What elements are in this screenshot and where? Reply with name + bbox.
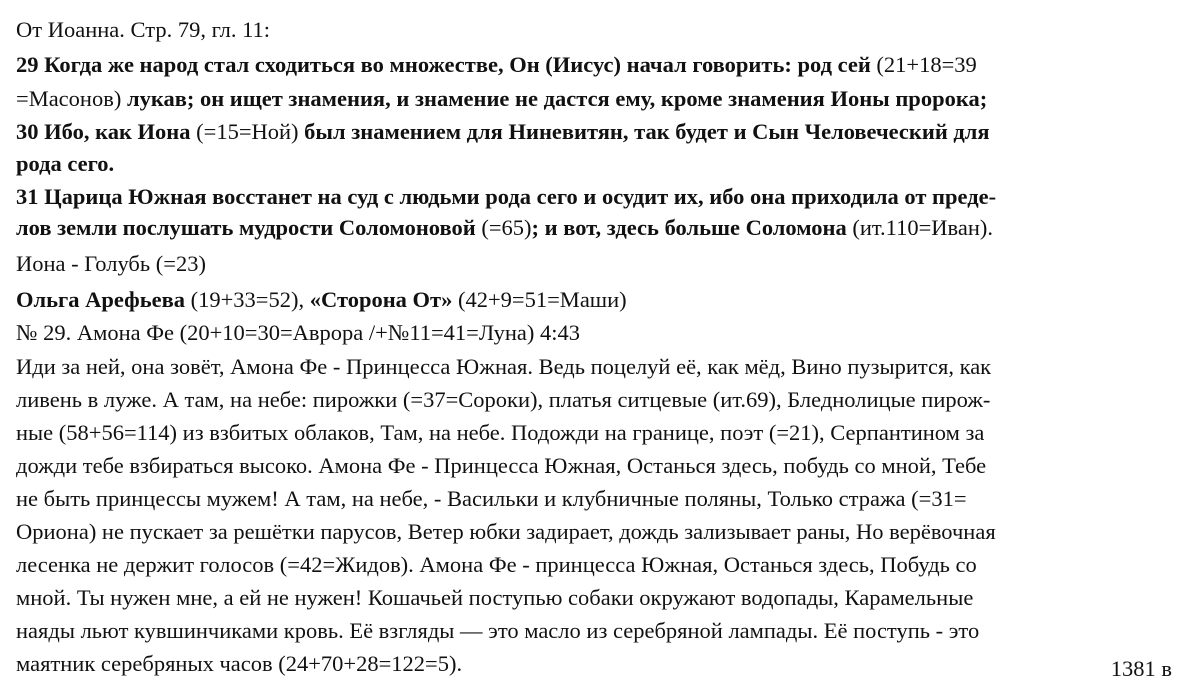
verse-31-bold-text: 31 Царица Южная восстанет на суд с людьми рода сего и осудит их, ибо она приходила от преде- xyxy=(16,184,997,209)
verse-30-bold-cont: рода сего. xyxy=(16,151,115,176)
lyrics-line: ные (58+56=114) из взбитых облаков, Там, на небе. Подожди на границе, поэт (=21), Серпантином за xyxy=(16,420,985,445)
verse-30-bold-b: был знамением для Ниневитян, так будет и Сын Человеческий для xyxy=(304,119,990,144)
lyrics-line: дожди тебе взбираться высоко. Амона Фе - Принцесса Южная, Останься здесь, побудь со мной, Тебе xyxy=(16,453,987,478)
verse-29-line-1 xyxy=(16,50,977,80)
track-line: № 29. Амона Фе (20+10=30=Аврора /+№11=41=Луна) 4:43 xyxy=(16,320,580,345)
lyrics-line: Иди за ней, она зовёт, Амона Фе - Принцесса Южная. Ведь поцелуй её, как мёд, Вино пузырится, как xyxy=(16,354,992,379)
lyrics-line: ливень в луже. А там, на небе: пирожки (=37=Сороки), платья ситцевые (ит.69), Бледнолицые пирож- xyxy=(16,387,991,412)
lyrics-line: не быть принцессы мужем! А там, на небе, - Васильки и клубничные поляны, Только стража (=31= xyxy=(16,486,967,511)
verse-30-line-1 xyxy=(16,117,990,147)
verse-31-calc-b: (ит.110=Иван). xyxy=(846,215,993,240)
verse-30-line-2 xyxy=(16,149,114,179)
album-name: «Сторона От» xyxy=(309,287,453,312)
lyrics-line: лесенка не держит голосов (=42=Жидов). Амона Фе - принцесса Южная, Останься здесь, Побудь со xyxy=(16,552,977,577)
note-line: Иона - Голубь (=23) xyxy=(16,251,206,276)
source-header: От Иоанна. Стр. 79, гл. 11: xyxy=(16,17,271,42)
lyrics-line: мной. Ты нужен мне, а ей не нужен! Кошачьей поступью собаки окружают водопады, Карамельные xyxy=(16,585,974,610)
verse-30-calc: (=15=Ной) xyxy=(190,119,305,144)
verse-31-calc-a: (=65) xyxy=(475,215,532,240)
verse-29-line-2 xyxy=(16,84,987,114)
artist-calc: (19+33=52), xyxy=(185,287,310,312)
album-calc: (42+9=51=Маши) xyxy=(452,287,627,312)
verse-31-bold-a: лов земли послушать мудрости Соломоновой xyxy=(16,215,476,240)
artist-name: Ольга Арефьева xyxy=(16,287,185,312)
verse-31-line-2 xyxy=(16,213,993,243)
lyrics-line: Ориона) не пускает за решётки парусов, Ветер юбки задирает, дождь зализывает раны, Но верёвочная xyxy=(16,519,996,544)
page-number: 1381 в xyxy=(1110,656,1172,681)
song-title-line xyxy=(16,285,627,315)
verse-29-calc: (21+18=39 xyxy=(870,52,977,77)
verse-30-bold-a: 30 Ибо, как Иона xyxy=(16,119,191,144)
lyrics-line: наяды льют кувшинчиками кровь. Её взгляды — это масло из серебряной лампады. Её поступь - это xyxy=(16,618,980,643)
verse-29-bold-text-cont: лукав; он ищет знамения, и знамение не дастся ему, кроме знамения Ионы пророка; xyxy=(126,86,988,111)
verse-29-calc-cont: =Масонов) xyxy=(16,86,127,111)
verse-31-line-1 xyxy=(16,182,996,212)
lyrics-line: маятник серебряных часов (24+70+28=122=5). xyxy=(16,651,463,676)
verse-29-bold-text: 29 Когда же народ стал сходиться во множестве, Он (Иисус) начал говорить: род сей xyxy=(16,52,871,77)
verse-31-bold-b: ; и вот, здесь больше Соломона xyxy=(531,215,847,240)
